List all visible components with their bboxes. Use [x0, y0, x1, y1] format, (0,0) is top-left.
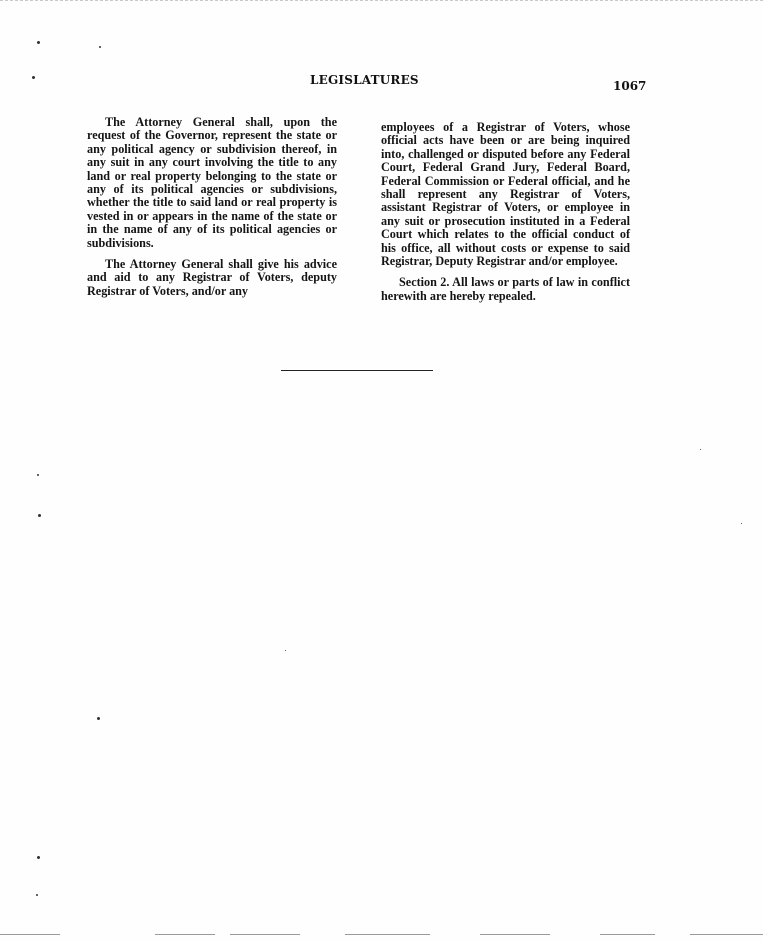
scan-speck: [97, 717, 100, 720]
scan-speck: [38, 514, 41, 517]
scan-speck: [32, 76, 35, 79]
section-2-text: All laws or parts of law in conflict herewith are hereby repealed.: [381, 275, 630, 303]
scan-speck: [285, 650, 286, 651]
scan-speck: [99, 46, 101, 48]
bottom-scan-edge: [690, 934, 763, 935]
left-paragraph-2: The Attorney General shall give his advice and aid to any Registrar of Voters, deputy Registrar of Voters, and/or any: [87, 257, 337, 298]
right-column: [381, 121, 630, 311]
running-title: LEGISLATURES: [310, 73, 419, 87]
scan-speck: [36, 894, 38, 896]
scan-speck: [37, 856, 40, 859]
section-2-label: Section 2.: [399, 275, 450, 290]
end-rule: [281, 370, 433, 371]
section-2-paragraph: [381, 276, 630, 303]
scan-speck: [37, 474, 39, 476]
scan-speck: [700, 449, 701, 450]
bottom-scan-edge: [230, 934, 300, 935]
top-edge-dashes: [0, 0, 763, 1]
scan-speck: [741, 523, 742, 524]
bottom-scan-edge: [345, 934, 430, 935]
left-column: [87, 116, 337, 306]
bottom-scan-edge: [0, 934, 60, 935]
bottom-scan-edge: [155, 934, 215, 935]
left-paragraph-1: The Attorney General shall, upon the request of the Governor, represent the state or any political agency or subdivision thereof, in any suit in any court involving the title to any land or real property belonging to the state or any of its political agencies or subdivisions, whether the title to said land or real property is vested in or appears in the name of the state or in the name of any of its political agencies or subdivisions.: [87, 115, 337, 250]
scan-speck: [37, 41, 40, 44]
page-number: 1067: [613, 79, 647, 93]
right-paragraph-1: employees of a Registrar of Voters, whose official acts have been or are being inquired into, challenged or disputed before any Federal Court, Federal Grand Jury, Federal Board, Federal Commission or Federal official, and he shall represent any Registrar of Voters, assistant Registrar of Voters, or employee in any suit or prosecution instituted in a Federal Court which relates to the official conduct of his office, all without costs or expense to said Registrar, Deputy Registrar and/or employee.: [381, 120, 630, 269]
bottom-scan-edge: [600, 934, 655, 935]
bottom-scan-edge: [480, 934, 550, 935]
